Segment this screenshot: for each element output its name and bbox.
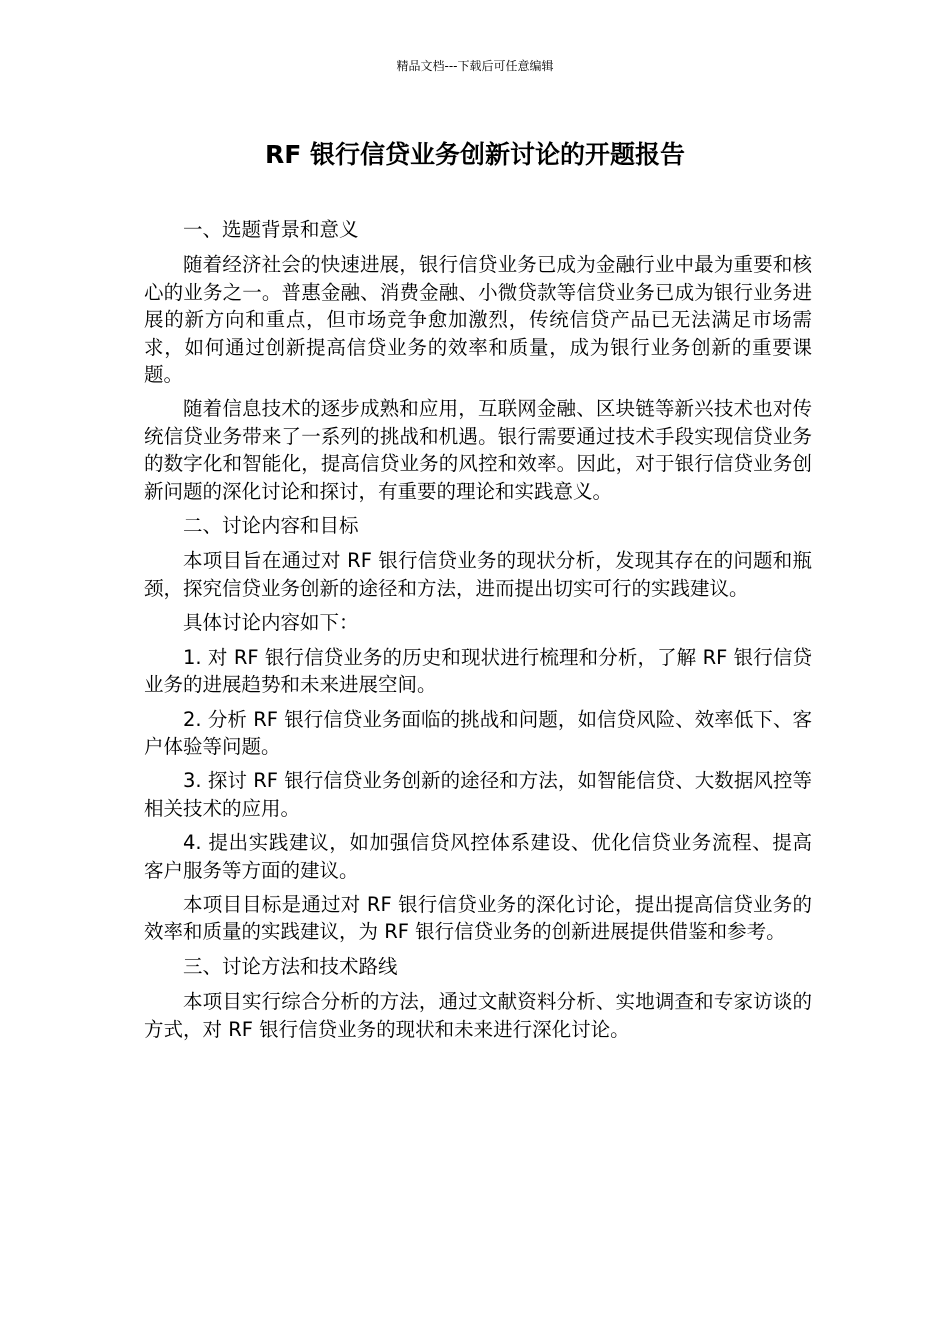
paragraph-project-goal: 本项目目标是通过对 RF 银行信贷业务的深化讨论，提出提高信贷业务的效率和质量的实践建议，为 RF 银行信贷业务的创新进展提供借鉴和参考。 [144, 892, 812, 944]
section-heading-method: 三、讨论方法和技术路线 [183, 954, 398, 978]
paragraph-project-aim: 本项目旨在通过对 RF 银行信贷业务的现状分析，发现其存在的问题和瓶颈，探究信贷业务创新的途径和方法，进而提出切实可行的实践建议。 [144, 549, 812, 600]
list-item-2: 2. 分析 RF 银行信贷业务面临的挑战和问题，如信贷风险、效率低下、客户体验等问题。 [144, 707, 812, 758]
section-heading-content: 二、讨论内容和目标 [183, 514, 359, 538]
list-item-1: 1. 对 RF 银行信贷业务的历史和现状进行梳理和分析，了解 RF 银行信贷业务的进展趋势和未来进展空间。 [144, 645, 812, 697]
document-body [144, 216, 812, 1050]
paragraph-background-1: 随着经济社会的快速进展，银行信贷业务已成为金融行业中最为重要和核心的业务之一。普惠金融、消费金融、小微贷款等信贷业务已成为银行业务进展的新方向和重点，但市场竞争愈加激烈，传统信贷产品已无法满足市场需求，如何通过创新提高信贷业务的效率和质量，成为银行业务创新的重要课题。 [144, 253, 812, 387]
document-title: RF 银行信贷业务创新讨论的开题报告 [264, 140, 686, 169]
header-note: 精品文档---下载后可任意编辑 [396, 59, 554, 73]
list-item-3: 3. 探讨 RF 银行信贷业务创新的途径和方法，如智能信贷、大数据风控等相关技术的应用。 [144, 769, 812, 820]
section-heading-background: 一、选题背景和意义 [183, 218, 359, 241]
paragraph-content-intro: 具体讨论内容如下： [183, 611, 359, 635]
paragraph-method: 本项目实行综合分析的方法，通过文献资料分析、实地调查和专家访谈的方式，对 RF 银行信贷业务的现状和未来进行深化讨论。 [144, 990, 812, 1041]
list-item-4: 4. 提出实践建议，如加强信贷风控体系建设、优化信贷业务流程、提高客户服务等方面的建议。 [144, 831, 812, 882]
paragraph-background-2: 随着信息技术的逐步成熟和应用，互联网金融、区块链等新兴技术也对传统信贷业务带来了一系列的挑战和机遇。银行需要通过技术手段实现信贷业务的数字化和智能化，提高信贷业务的风控和效率。因此，对于银行信贷业务创新问题的深化讨论和探讨，有重要的理论和实践意义。 [144, 397, 812, 503]
